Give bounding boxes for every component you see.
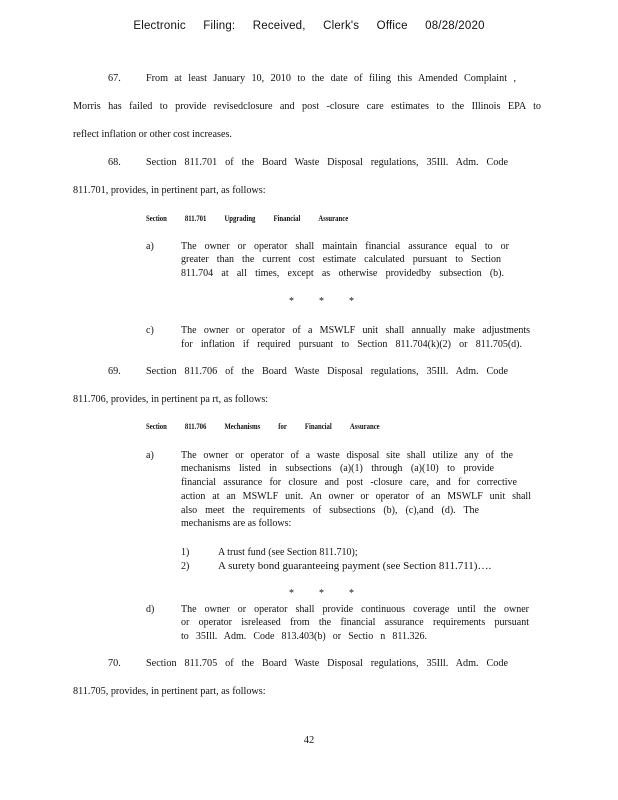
heading-word: Upgrading xyxy=(224,214,256,223)
section-heading xyxy=(146,422,398,431)
heading-word: Financial xyxy=(273,214,301,223)
paragraph-line: 811.706, provides, in pertinent pa rt, as follows: xyxy=(73,394,269,405)
header-part: Clerk's xyxy=(323,20,360,32)
heading-word: Section xyxy=(146,214,167,223)
heading-word: Mechanisms xyxy=(224,422,261,431)
subsection-line: The owner or operator of a MSWLF unit shall annually make adjustments xyxy=(181,325,530,336)
subsection-line: also meet the requirements of subsections (b), (c),and (d). The xyxy=(181,505,479,516)
ellipsis-stars: * * * xyxy=(289,588,354,599)
ellipsis-stars: * * * xyxy=(289,296,354,307)
subsection-line: financial assurance for closure and post -closure care, and for corrective xyxy=(181,477,517,488)
list-item-text: A trust fund (see Section 811.710); xyxy=(218,547,358,558)
subsection-line: for inflation if required pursuant to Section 811.704(k)(2) or 811.705(d). xyxy=(181,339,522,350)
heading-word: 811.706 xyxy=(184,422,207,431)
subsection-line: or operator isreleased from the financial assurance requirements pursuant xyxy=(181,617,529,628)
subsection-line: The owner or operator of a waste disposal site shall utilize any of the xyxy=(181,450,513,461)
page-number: 42 xyxy=(303,735,315,746)
subsection-line: 811.704 at all times, except as otherwise providedby subsection (b). xyxy=(181,268,504,279)
heading-word: 811.701 xyxy=(184,214,207,223)
list-item-label: 1) xyxy=(181,547,190,558)
paragraph-number: 68. xyxy=(108,157,121,168)
paragraph-line: Section 811.706 of the Board Waste Disposal regulations, 35Ill. Adm. Code xyxy=(146,366,508,377)
subsection-label: a) xyxy=(146,450,154,461)
heading-word: Assurance xyxy=(318,214,349,223)
header-part: 08/28/2020 xyxy=(425,20,485,32)
header-part: Received, xyxy=(252,20,306,32)
heading-word: Section xyxy=(146,422,167,431)
paragraph-line: From at least January 10, 2010 to the date of filing this Amended Complaint , xyxy=(146,73,516,84)
subsection-line: greater than the current cost estimate calculated pursuant to Section xyxy=(181,254,501,265)
section-heading xyxy=(146,214,366,223)
paragraph-line: reflect inflation or other cost increases. xyxy=(73,129,232,140)
paragraph-number: 67. xyxy=(108,73,121,84)
header-part: Filing: xyxy=(203,20,236,32)
paragraph-line: Section 811.705 of the Board Waste Disposal regulations, 35Ill. Adm. Code xyxy=(146,658,508,669)
list-item-label: 2) xyxy=(181,561,190,572)
header-part: Electronic xyxy=(133,20,186,32)
subsection-label: a) xyxy=(146,241,154,252)
subsection-label: c) xyxy=(146,325,154,336)
paragraph-line: Section 811.701 of the Board Waste Disposal regulations, 35Ill. Adm. Code xyxy=(146,157,508,168)
list-item-text: A surety bond guaranteeing payment (see Section 811.711)…. xyxy=(218,560,492,572)
heading-word: Assurance xyxy=(349,422,380,431)
paragraph-line: 811.701, provides, in pertinent part, as follows: xyxy=(73,185,266,196)
subsection-line: The owner or operator shall provide continuous coverage until the owner xyxy=(181,604,529,615)
subsection-label: d) xyxy=(146,604,155,615)
subsection-line: action at an MSWLF unit. An owner or operator of an MSWLF unit shall xyxy=(181,491,531,502)
subsection-line: to 35Ill. Adm. Code 813.403(b) or Sectio n 811.326. xyxy=(181,631,427,642)
subsection-line: mechanisms are as follows: xyxy=(181,518,292,529)
paragraph-line: Morris has failed to provide revisedclosure and post -closure care estimates to the Illinois EPA to xyxy=(73,101,541,112)
header-part: Office xyxy=(376,20,408,32)
paragraph-number: 69. xyxy=(108,366,121,377)
heading-word: for xyxy=(278,422,287,431)
subsection-line: mechanisms listed in subsections (a)(1) through (a)(10) to provide xyxy=(181,463,494,474)
filing-header xyxy=(0,20,618,32)
paragraph-line: 811.705, provides, in pertinent part, as follows: xyxy=(73,686,266,697)
heading-word: Financial xyxy=(304,422,332,431)
subsection-line: The owner or operator shall maintain financial assurance equal to or xyxy=(181,241,509,252)
paragraph-number: 70. xyxy=(108,658,121,669)
